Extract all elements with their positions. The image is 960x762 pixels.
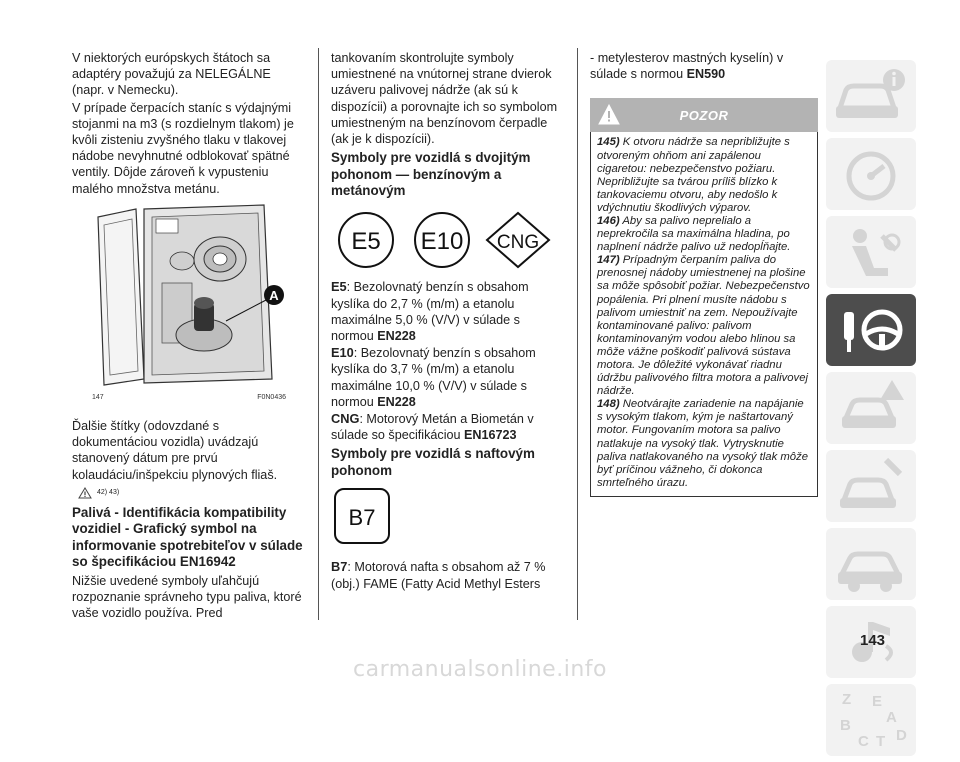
b7-description xyxy=(331,559,563,591)
fuel-symbols-row xyxy=(333,211,563,269)
warning-147 xyxy=(597,254,811,398)
warning-145 xyxy=(597,136,811,215)
e10-text: : Bezolovnatý benzín s obsahom kyslíka do 3,7 % (m/m) a etanolu maximálne 10,0 % (V/V) v súlade s normou xyxy=(331,346,536,409)
tab-warnings[interactable] xyxy=(826,372,916,444)
tab-emergency[interactable] xyxy=(826,450,916,522)
en590-standard: EN590 xyxy=(686,67,726,82)
warning-header xyxy=(590,98,818,132)
figure-147 xyxy=(92,203,286,389)
warning-148-text: Neotvárajte zariadenie na napájanie s vysokým tlakom, kým je naštartovaný motor. Fungovaním motora sa palivo natlakuje na vysoký tlak. Vytrysknutie paliva natlakovaného na vysoký tlak môže byť príčinou vážneho, či dokonca smrteľného úrazu. xyxy=(597,398,808,489)
fuel-symbol-e10 xyxy=(409,211,475,269)
index-icon xyxy=(826,684,916,756)
section-heading-dual-fuel: Symboly pre vozidlá s dvojitým pohonom — benzínovým a metánovým xyxy=(331,150,531,199)
warning-148-number: 148) xyxy=(597,398,620,411)
index-letter-z: Z xyxy=(842,691,852,708)
tab-safety[interactable] xyxy=(826,216,916,288)
figure-code: F0N0436 xyxy=(257,393,286,401)
warning-145-number: 145) xyxy=(597,136,620,149)
paragraph-en590 xyxy=(590,50,818,82)
tab-dashboard[interactable] xyxy=(826,138,916,210)
fuel-symbol-cng xyxy=(485,211,551,269)
e10-code: E10 xyxy=(331,345,354,361)
index-letter-t: T xyxy=(876,733,886,750)
note-numbers: 42) 43) xyxy=(97,488,120,496)
tab-technical-data[interactable] xyxy=(826,528,916,600)
warning-147-number: 147) xyxy=(597,254,620,267)
column-divider xyxy=(318,48,319,620)
cng-description xyxy=(331,411,563,443)
e5-description xyxy=(331,279,563,344)
symbol-b7-label: B7 xyxy=(348,505,376,531)
symbol-cng-label: CNG xyxy=(496,232,540,254)
warning-147-text: Prípadným čerpaním paliva do prenosnej nádoby umiestnenej na plošine sa môže spôsobiť požiar. Nebezpečenstvo popálenia. Pri plnení musíte nádobu s palivom umiestniť na zem. Nepoužívajte kontaminované palivo: palivom kontaminovaným vodou alebo hlinou sa môže vážne poškodiť palivová sústava motora. Je dôležité vykonávať riadnu údržbu palivového filtra motora a palivovej nádrže. xyxy=(597,254,810,398)
note-references xyxy=(78,485,304,501)
b7-text: : Motorová nafta s obsahom až 7 % (obj.) FAME (Fatty Acid Methyl Esters xyxy=(331,560,546,591)
index-letter-b: B xyxy=(840,717,851,734)
page-number: 143 xyxy=(860,632,886,649)
index-letter-e: E xyxy=(872,693,883,710)
fuel-filler-illustration xyxy=(92,203,286,389)
en590-text: - metylesterov mastných kyselín) v súlade s normou xyxy=(590,51,784,82)
paragraph-symbols: Nižšie uvedené symboly uľahčujú rozpoznanie správneho typu paliva, ktoré vaše vozidlo používa. Pred xyxy=(72,573,302,621)
warning-145-text: K otvoru nádrže sa nepribližujte s otvoreným ohňom ani zapálenou cigaretou: nebezpečenstvo požiaru. Nepribližujte sa tvárou príliš blízko k tankovaciemu otvoru, aby nedošlo k vdýchnutiu škodlivých výparov. xyxy=(597,136,790,214)
fuel-symbol-b7-wrap xyxy=(333,487,563,549)
tab-car-info[interactable] xyxy=(826,60,916,132)
tab-index[interactable] xyxy=(826,684,916,756)
section-heading-fuels: Palivá - Identifikácia kompatibility vozidiel - Grafický symbol na informovanie spotrebiteľov v súlade so špecifikáciou EN16942 xyxy=(72,505,303,570)
wrench-car-icon xyxy=(826,450,916,522)
airbag-icon xyxy=(826,216,916,288)
e5-standard: EN228 xyxy=(377,329,416,344)
tab-starting-driving[interactable] xyxy=(826,294,916,366)
index-letter-a: A xyxy=(886,709,897,726)
paragraph-check-symbols: tankovaním skontrolujte symboly umiestnené na vnútornej strane dvierok uzáveru palivovej nádrže (ak sú k dispozícii) a porovnajte ich so symbolom umiestneným na benzínovom čerpadle (ak je k dispozícii). xyxy=(331,51,558,147)
b7-code: B7 xyxy=(331,559,348,575)
paragraph-labels: Ďalšie štítky (odovzdané s dokumentáciou vozidla) uvádzajú stanovený dátum pre prvú kolaudáciu/inšpekciu plynových fliaš. xyxy=(72,419,278,482)
warning-146-number: 146) xyxy=(597,214,620,227)
watermark: carmanualsonline.info xyxy=(353,657,607,682)
warning-148 xyxy=(597,398,811,490)
e5-text: : Bezolovnatý benzín s obsahom kyslíka do 2,7 % (m/m) a etanolu maximálne 5,0 % (V/V) v súlade s normou xyxy=(331,280,529,344)
e5-code: E5 xyxy=(331,279,347,295)
fuel-symbol-e5 xyxy=(333,211,399,269)
callout-a: A xyxy=(269,287,279,303)
column-3 xyxy=(590,50,818,497)
cng-code: CNG xyxy=(331,411,360,427)
fuel-symbol-b7 xyxy=(333,487,391,545)
section-heading-diesel: Symboly pre vozidlá s naftovým pohonom xyxy=(331,446,535,478)
warning-146 xyxy=(597,215,811,254)
cng-standard: EN16723 xyxy=(464,428,517,443)
warning-title: POZOR xyxy=(679,108,729,124)
symbol-e10-label: E10 xyxy=(420,228,464,256)
warning-car-icon xyxy=(826,372,916,444)
column-2 xyxy=(331,50,563,593)
car-specs-icon xyxy=(826,528,916,600)
index-letter-d: D xyxy=(896,727,907,744)
e10-description xyxy=(331,345,563,410)
dashboard-icon xyxy=(826,138,916,210)
warning-box xyxy=(590,132,818,497)
key-steering-icon xyxy=(826,294,916,366)
car-info-icon xyxy=(826,60,916,132)
paragraph-pressure: V prípade čerpacích staníc s výdajnými stojanmi na m3 (s rozdielnym tlakom) je kvôli zisteniu zvyšného tlaku v tlakovej nádobe nevyhnutné odblokovať spätné ventily. Dôjde zároveň k vypusteniu malého množstva metánu. xyxy=(72,100,294,196)
figure-caption xyxy=(92,390,286,406)
warning-icon xyxy=(78,487,92,499)
symbol-e5-label: E5 xyxy=(351,228,381,256)
warning-146-text: Aby sa palivo neprelialo a neprekročila sa maximálna hladina, po naplnení nádrže palivo už nedopĺňajte. xyxy=(597,214,791,254)
e10-standard: EN228 xyxy=(377,394,416,409)
column-1 xyxy=(72,50,304,622)
cng-text: : Motorový Metán a Biometán v súlade so špecifikáciou xyxy=(331,412,534,443)
paragraph-adapters: V niektorých európskych štátoch sa adaptéry považujú za NELEGÁLNE (napr. v Nemecku). xyxy=(72,51,271,98)
column-divider-2 xyxy=(577,48,578,620)
index-letter-c: C xyxy=(858,733,869,750)
figure-number: 147 xyxy=(92,393,104,401)
